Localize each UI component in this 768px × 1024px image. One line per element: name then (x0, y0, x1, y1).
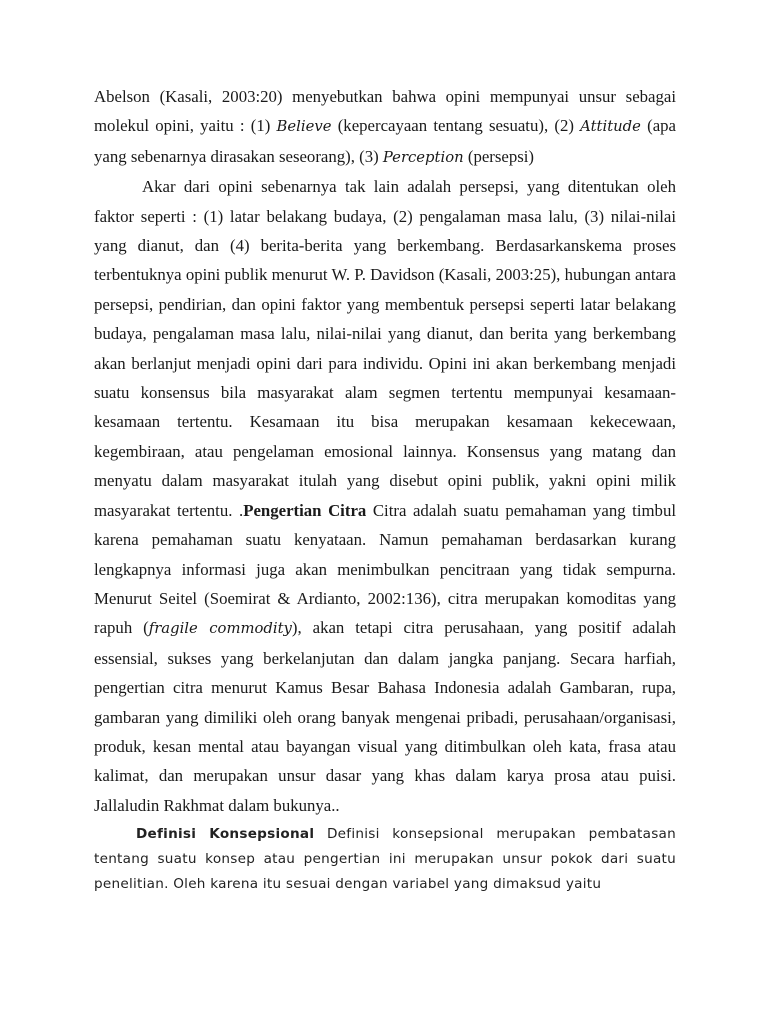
term-believe: Believe (276, 118, 332, 136)
paragraph-persepsi-citra: Akar dari opini sebenarnya tak lain adalah persepsi, yang ditentukan oleh faktor seperti : (1) latar belakang budaya, (2) pengalaman masa lalu, (3) nilai-nilai yang dianut, dan (4) berita-berita yang berkembang. Berdasarkanskema proses terbentuknya opini publik menurut W. P. Davidson (Kasali, 2003:25), hubungan antara persepsi, pendirian, dan opini faktor yang membentuk persepsi seperti latar belakang budaya, pengalaman masa lalu, nilai-nilai yang dianut, dan berita yang berkembang akan berlanjut menjadi opini dari para individu. Opini ini akan berkembang menjadi suatu konsensus bila masyarakat alam segmen tertentu mempunyai kesamaan-kesamaan tertentu. Kesamaan itu bisa merupakan kesamaan kekecewaan, kegembiraan, atau pengelaman emosional lainnya. Konsensus yang matang dan menyatu dalam masyarakat itulah yang disebut opini publik, yakni opini milik masyarakat tertentu. .Pengertian Citra Citra adalah suatu pemahaman yang timbul karena pemahaman suatu kenyataan. Namun pemahaman berdasarkan kurang lengkapnya informasi juga akan menimbulkan pencitraan yang tidak sempurna. Menurut Seitel (Soemirat & Ardianto, 2002:136), citra merupakan komoditas yang rapuh (fragile commodity), akan tetapi citra perusahaan, yang positif adalah essensial, sukses yang berkelanjutan dan dalam jangka panjang. Secara harfiah, pengertian citra menurut Kamus Besar Bahasa Indonesia adalah Gambaran, rupa, gambaran yang dimiliki oleh orang banyak mengenai pribadi, perusahaan/organisasi, produk, kesan mental atau bayangan visual yang ditimbulkan oleh kata, frasa atau kalimat, dan merupakan unsur dasar yang khas dalam karya prosa atau puisi. Jallaludin Rakhmat dalam bukunya.. (94, 177, 676, 815)
term-fragile-commodity: fragile commodity (148, 620, 292, 638)
page-content (94, 82, 676, 897)
heading-pengertian-citra: Pengertian Citra (243, 500, 367, 520)
term-attitude: Attitude (580, 118, 641, 136)
heading-definisi-konsepsional: Definisi Konsepsional (136, 826, 315, 843)
paragraph-opini-unsur: Abelson (Kasali, 2003:20) menyebutkan bahwa opini mempunyai unsur sebagai molekul opini, yaitu : (1) Believe (kepercayaan tentang sesuatu), (2) Attitude (apa yang sebenarnya dirasakan seseorang), (3) Perception (persepsi) (94, 87, 676, 166)
body-text (94, 82, 676, 820)
term-perception: Perception (382, 148, 464, 166)
paragraph-definisi-konsepsional: Definisi Konsepsional Definisi konsepsional merupakan pembatasan tentang suatu konsep atau pengertian ini merupakan unsur pokok dari suatu penelitian. Oleh karena itu sesuai dengan variabel yang dimaksud yaitu (94, 826, 677, 893)
